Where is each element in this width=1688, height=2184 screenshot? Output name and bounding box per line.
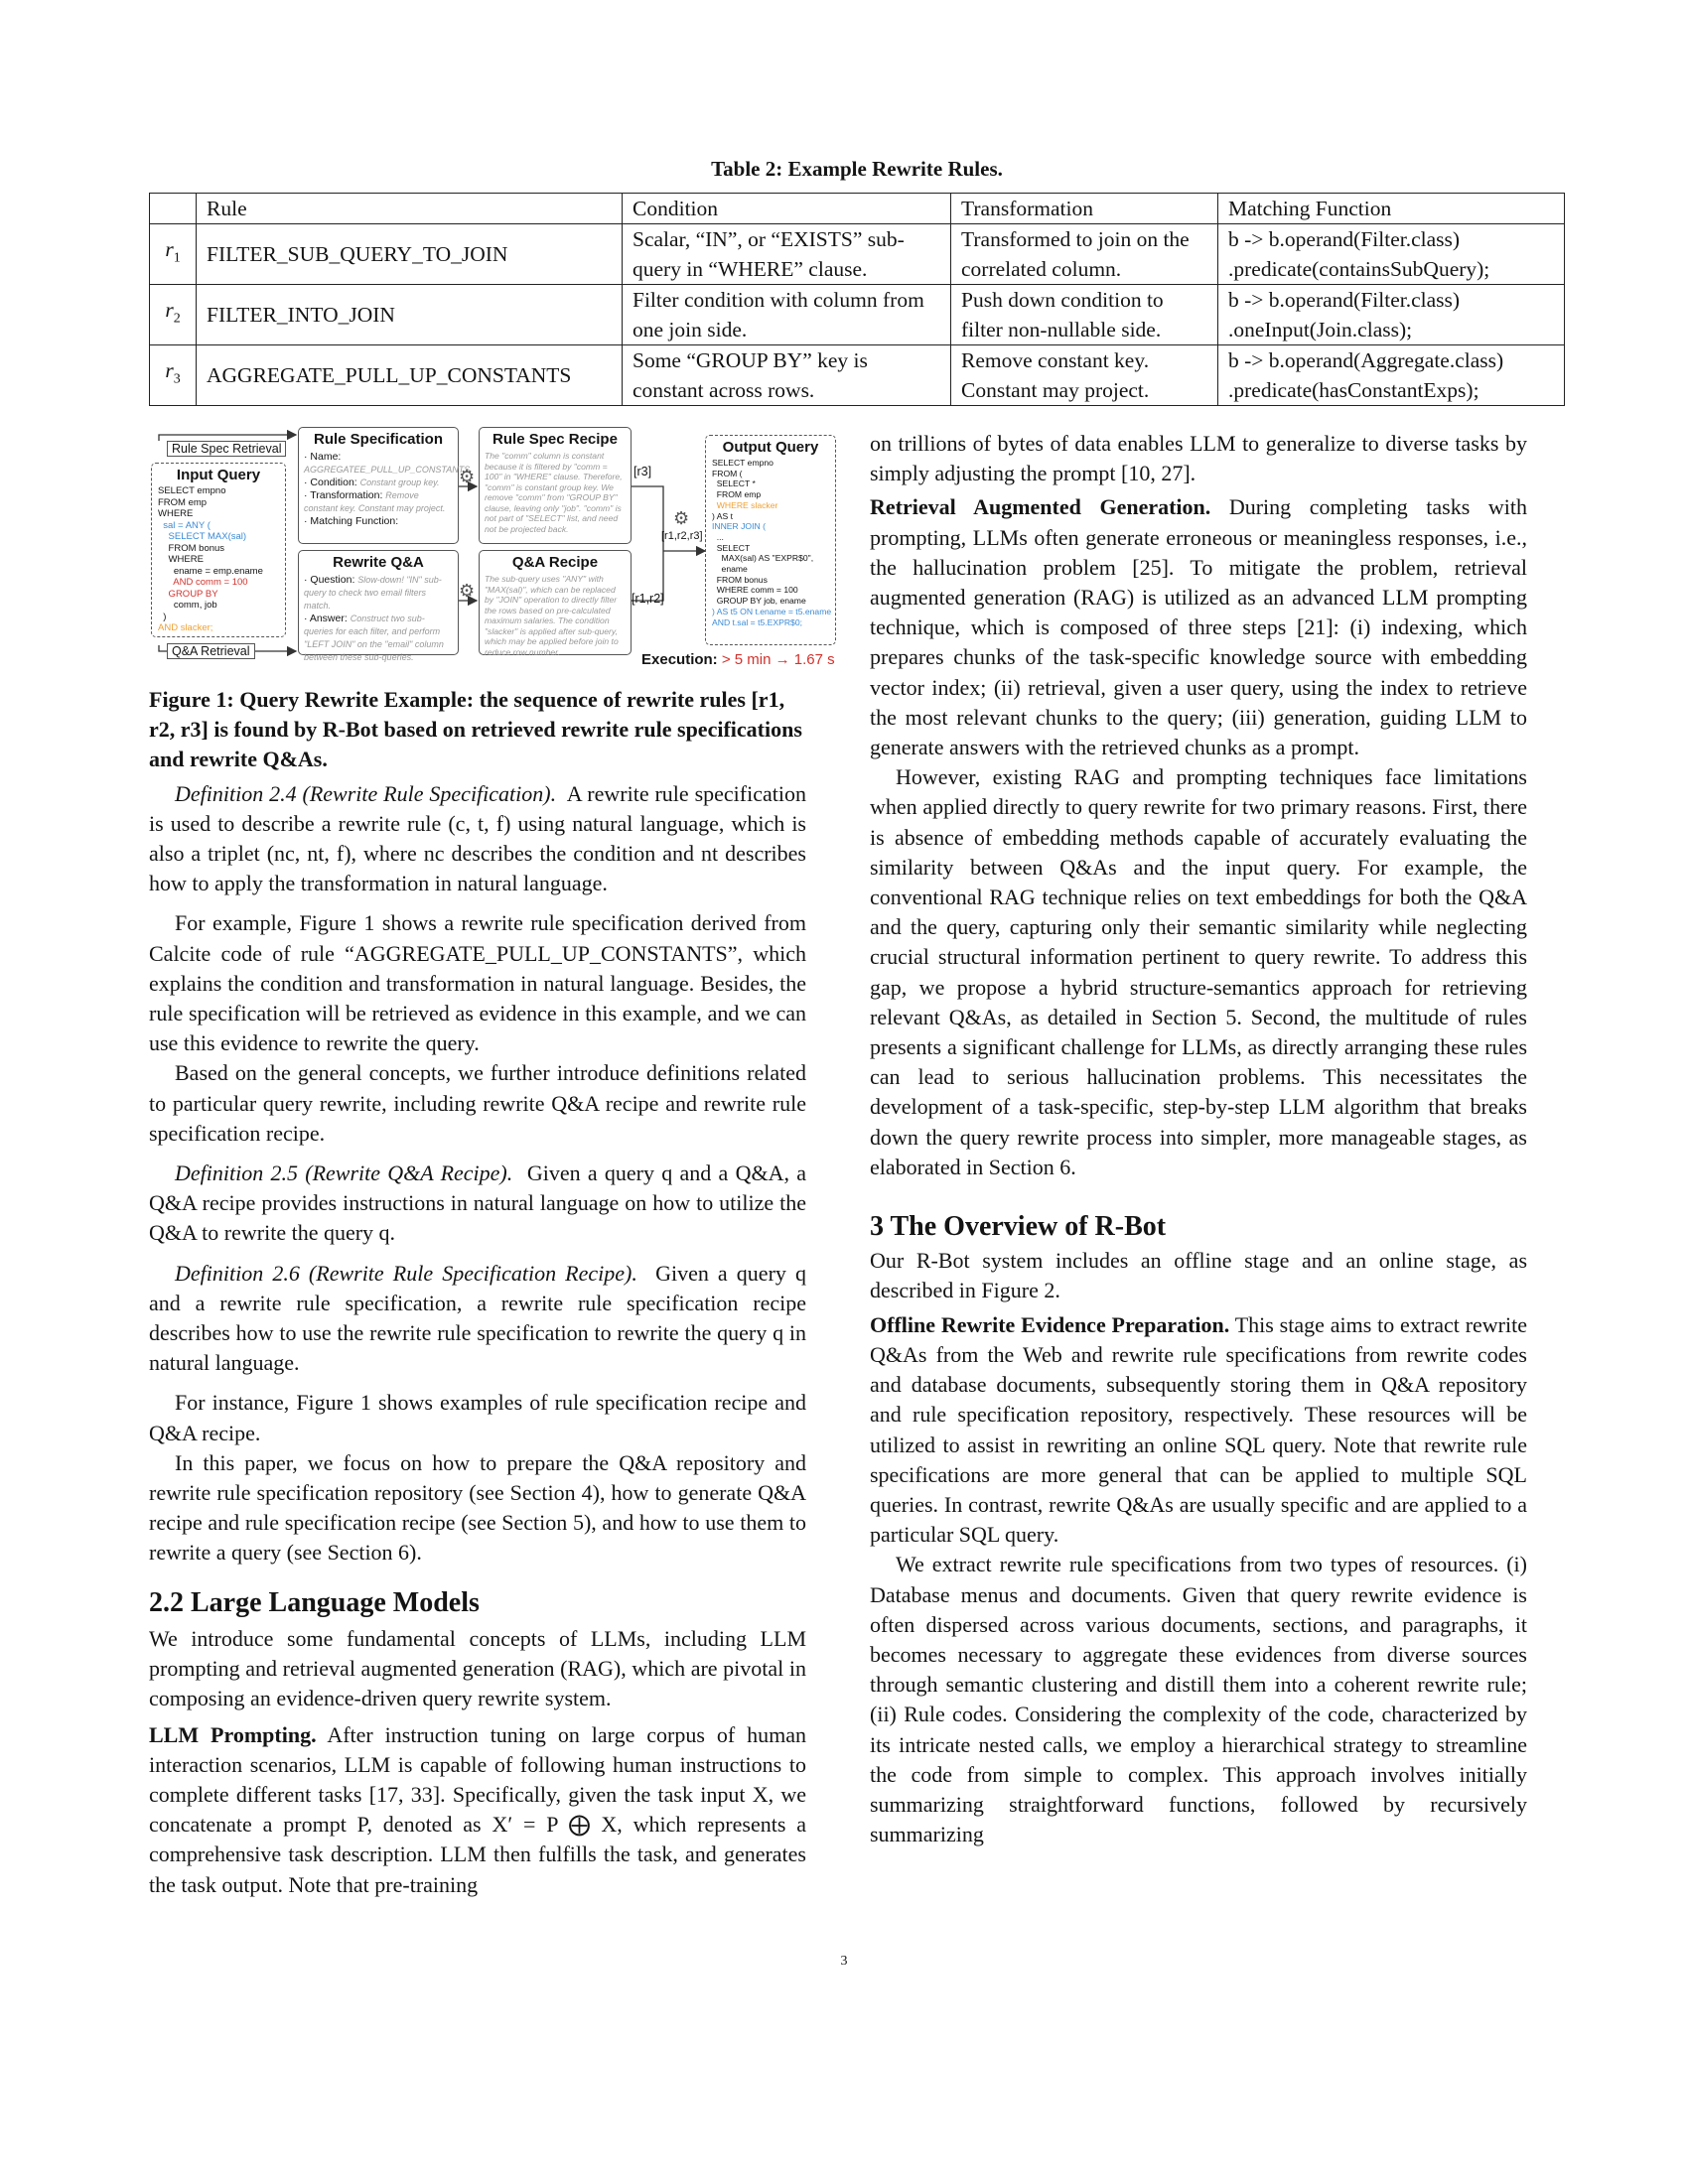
paragraph: In this paper, we focus on how to prepare the Q&A repository and rewrite rule specification repository (see Section 4), how to generate Q&A recipe and rule specification recipe (see Section 5), and how to use them to rewrite a query (see Section 6).: [149, 1449, 806, 1566]
rule-spec-retrieval-label: Rule Spec Retrieval: [167, 441, 286, 457]
table-caption: Table 2: Example Rewrite Rules.: [711, 157, 1003, 181]
right-column: [870, 429, 1527, 1849]
figure-1-caption: Figure 1: Query Rewrite Example: the sequence of rewrite rules [r1, r2, r3] is found by R-Bot based on retrieved rewrite rule specifications and rewrite Q&As.: [149, 687, 802, 772]
figure-1-query-rewrite: [149, 427, 859, 675]
table-header-condition: Condition: [623, 194, 951, 224]
rule-matching-cell: b -> b.operand(Filter.class) .oneInput(Join.class);: [1218, 285, 1565, 345]
rule-spec-condition: · Condition: Constant group key.: [304, 477, 440, 488]
rule-spec-matching: · Matching Function:: [304, 515, 399, 527]
rule-matching-cell: b -> b.operand(Aggregate.class) .predicate(hasConstantExps);: [1218, 345, 1565, 406]
paragraph: Based on the general concepts, we further introduce definitions related to particular query rewrite, including rewrite Q&A recipe and rewrite rule specification recipe.: [149, 1060, 806, 1146]
definition-2-6: Definition 2.6 (Rewrite Rule Specification Recipe). Given a query q and a rewrite rule specification, a rewrite rule specification recipe describes how to use the rewrite rule specification to rewrite the query q in natural language.: [149, 1260, 807, 1376]
rule-transformation-cell: Transformed to join on the correlated column.: [951, 224, 1218, 285]
input-query-box: [151, 463, 286, 637]
paragraph: For example, Figure 1 shows a rewrite rule specification derived from Calcite code of rule “AGGREGATE_PULL_UP_CONSTANTS”, which explains the condition and transformation in natural language. Besides, the rule specification will be retrieved as evidence in this example, and we can use this evidence to rewrite the query.: [149, 910, 806, 1056]
left-column: [149, 685, 806, 1900]
execution-time: Execution: > 5 min → 1.67 s: [641, 651, 835, 668]
rule-recipe-text: The "comm" column is constant because it is filtered by "comm = 100" in "WHERE" clause. Therefore, "comm" is constant group key. We remove "comm" from "GROUP BY" clause, leaving only "job". "comm" is not part of "SELECT" list, and need not be projected back.: [485, 451, 623, 534]
table-row: [150, 285, 1565, 345]
input-query-title: Input Query: [176, 467, 261, 483]
paragraph: However, existing RAG and prompting techniques face limitations when applied directly to query rewrite for two primary reasons. First, there is absence of embedding methods capable of accurately evaluating the similarity between Q&As and the input query. For example, the conventional RAG technique relies on text embeddings for both the Q&A and the query, capturing only their semantic similarity while neglecting crucial structural information pertinent to query rewrite. To address this gap, we propose a hybrid structure-semantics approach for retrieving relevant Q&As, as detailed in Section 5. Second, the multitude of rules presents a significant challenge for LLMs, as directly arranging these rules can lead to serious hallucination problems. This necessitates the development of a task-specific, step-by-step LLM algorithm that breaks down the query rewrite process into simpler, more manageable stages, as elaborated in Section 6.: [870, 764, 1527, 1179]
rule-name-cell: AGGREGATE_PULL_UP_CONSTANTS: [197, 345, 623, 406]
table-header-row: [150, 194, 1565, 224]
table-row: [150, 345, 1565, 406]
input-query-code: SELECT empno FROM emp WHERE sal = ANY ( SELECT MAX(sal) FROM bonus WHERE ename = emp.ename AND comm = 100 GROUP BY comm, job ) AND slacker;: [158, 485, 263, 633]
table-row: [150, 224, 1565, 285]
qa-recipe-title: Q&A Recipe: [511, 554, 599, 571]
gear-icon: ⚙: [459, 581, 476, 601]
rule-spec-title: Rule Specification: [313, 431, 444, 448]
rewrite-qa-title: Rewrite Q&A: [333, 554, 424, 571]
qa-recipe-text: The sub-query uses "ANY" with "MAX(sal)", which can be replaced by "JOIN" operation to directly filter the rows based on pre-calculated maximum salaries. The condition "slacker" is applied after sub-query, which may be applied before join to reduce row number.: [485, 574, 619, 657]
gear-icon: ⚙: [673, 508, 690, 528]
rule-transformation-cell: Remove constant key. Constant may project.: [951, 345, 1218, 406]
output-query-box: [705, 435, 836, 645]
paragraph: For instance, Figure 1 shows examples of rule specification recipe and Q&A recipe.: [149, 1390, 806, 1445]
table-header-transformation: Transformation: [951, 194, 1218, 224]
definition-2-5: Definition 2.5 (Rewrite Q&A Recipe). Given a query q and a Q&A, a Q&A recipe provides instructions in natural language on how to utilize the Q&A to rewrite the query q.: [149, 1160, 806, 1246]
paragraph: on trillions of bytes of data enables LLM to generalize to diverse tasks by simply adjusting the prompt [10, 27].: [870, 431, 1527, 486]
rewrite-qa-box: [298, 550, 459, 662]
rule-id-cell: $r_1$: [150, 224, 197, 285]
table-header-rule: Rule: [197, 194, 623, 224]
qa-question: · Question: Slow-down! "IN" sub-query to check two email filters match.: [304, 574, 442, 611]
table-header-matching: Matching Function: [1218, 194, 1565, 224]
definition-2-4: Definition 2.4 (Rewrite Rule Specification). A rewrite rule specification is used to describe a rewrite rule (c, t, f) using natural language, which is also a triplet (nc, nt, f), where nc describes the condition and nt describes how to apply the transformation in natural language.: [149, 780, 806, 896]
rule-condition-cell: Scalar, “IN”, or “EXISTS” sub-query in “WHERE” clause.: [623, 224, 951, 285]
gear-icon: ⚙: [459, 467, 476, 486]
rule-specification-box: [298, 427, 471, 544]
qa-recipe-box: [479, 550, 632, 655]
paragraph: We introduce some fundamental concepts of LLMs, including LLM prompting and retrieval augmented generation (RAG), which are pivotal in composing an evidence-driven query rewrite system.: [149, 1625, 806, 1711]
rule-id-cell: $r_2$: [150, 285, 197, 345]
output-query-title: Output Query: [722, 439, 819, 456]
edge-label-r1r2r3: [r1,r2,r3]: [661, 530, 703, 542]
rule-matching-cell: b -> b.operand(Filter.class) .predicate(containsSubQuery);: [1218, 224, 1565, 285]
rule-transformation-cell: Push down condition to filter non-nullable side.: [951, 285, 1218, 345]
section-2-2-heading: 2.2 Large Language Models: [149, 1586, 480, 1618]
rule-spec-transformation: · Transformation: Remove constant key. Constant may project.: [304, 489, 446, 513]
rule-condition-cell: Filter condition with column from one join side.: [623, 285, 951, 345]
offline-preparation-paragraph: Offline Rewrite Evidence Preparation. This stage aims to extract rewrite Q&As from the Web and rewrite rule specifications from rewrite codes and database documents, subsequently storing them in Q&A repository and rule specification repository, respectively. These resources will be utilized to assist in rewriting an online SQL query. Note that rewrite rule specifications are more general that can be applied to multiple SQL queries. In contrast, rewrite Q&As are usually specific and are applied to a particular SQL query.: [870, 1311, 1528, 1548]
rule-spec-recipe-box: [479, 427, 632, 544]
rule-recipe-title: Rule Spec Recipe: [492, 431, 618, 448]
rag-paragraph: Retrieval Augmented Generation. During completing tasks with prompting, LLMs often generate erroneous or meaningless responses, i.e., the hallucination problem [25]. To mitigate the problem, retrieval augmented generation (RAG) is utilized as an advanced LLM prompting technique, which is composed of three steps [21]: (i) indexing, which prepares chunks of the task-specific knowledge source with embedding vector index; (ii) retrieval, given a user query, using the index to retrieve the most relevant chunks to the query; (iii) generation, guiding LLM to generate answers with the retrieved chunks as a prompt.: [870, 494, 1527, 760]
rule-condition-cell: Some “GROUP BY” key is constant across rows.: [623, 345, 951, 406]
rewrite-rules-table: [149, 193, 1565, 406]
section-3-heading: 3 The Overview of R-Bot: [870, 1211, 1167, 1243]
table-header-id: [150, 194, 197, 224]
qa-answer: · Answer: Construct two sub-queries for each filter, and perform "LEFT JOIN" on the "email" column between these sub-queries.: [304, 613, 444, 662]
output-query-code: SELECT empno FROM ( SELECT * FROM emp WHERE slacker ) AS t INNER JOIN ( ... SELECT MAX(sal) AS "EXPR$0", ename FROM bonus WHERE comm = 100 GROUP BY job, ename ) AS t5 ON t.ename = t5.ename AND t.sal = t5.EXPR$0;: [712, 458, 832, 627]
llm-prompting-paragraph: LLM Prompting. After instruction tuning on large corpus of human interaction scenarios, LLM is capable of following human instructions to complete different tasks [17, 33]. Specifically, given the task input X, we concatenate a prompt P, denoted as X′ = P ⨁ X, which represents a comprehensive task description. LLM then fulfills the task, and generates the task output. Note that pre-training: [149, 1721, 806, 1897]
page-number: 3: [840, 1954, 848, 1969]
rule-name-cell: FILTER_SUB_QUERY_TO_JOIN: [197, 224, 623, 285]
rule-name-cell: FILTER_INTO_JOIN: [197, 285, 623, 345]
edge-label-r1r2: [r1,r2]: [632, 592, 664, 606]
rule-spec-name: · Name: AGGREGATEE_PULL_UP_CONSTANTS: [304, 451, 471, 475]
edge-label-r3: [r3]: [633, 465, 652, 478]
paragraph: Our R-Bot system includes an offline stage and an online stage, as described in Figure 2.: [870, 1248, 1527, 1303]
qa-retrieval-label: Q&A Retrieval: [167, 643, 255, 659]
rule-id-cell: $r_3$: [150, 345, 197, 406]
paragraph: We extract rewrite rule specifications from two types of resources. (i) Database menus and documents. Given that query rewrite evidence is often dispersed across various documents, sections, and paragraphs, it becomes necessary to aggregate these evidences from diverse sources through semantic clustering and distill them into a coherent rewrite rule; (ii) Rule codes. Considering the complexity of the code, characterized by its intricate nested calls, we employ a hierarchical strategy to streamline the code from simple to complex. This approach involves initially summarizing straightforward functions, followed by recursively summarizing: [870, 1552, 1527, 1847]
